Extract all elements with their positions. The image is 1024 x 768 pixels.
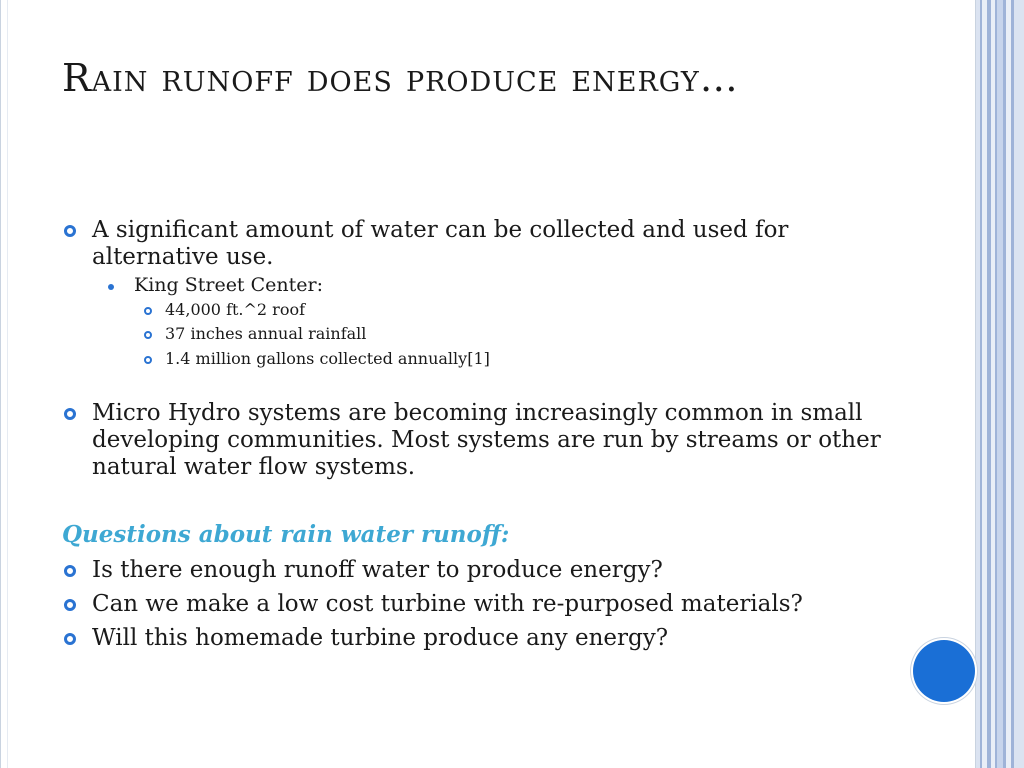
- ring-bullet-icon: [144, 356, 152, 364]
- questions-heading: Questions about rain water runoff:: [62, 521, 510, 548]
- side-stripe: [1014, 0, 1024, 768]
- ring-bullet-icon: [64, 225, 76, 237]
- sub-sub-bullet-text: 37 inches annual rainfall: [165, 324, 367, 343]
- sub-sub-bullet-text: 44,000 ft.^2 roof: [165, 300, 306, 319]
- slide-title: Rain runoff does produce energy…: [62, 56, 739, 100]
- ring-bullet-icon: [64, 599, 76, 611]
- slide-inner-border: [7, 0, 972, 768]
- ring-bullet-icon: [144, 307, 152, 315]
- ring-bullet-icon: [64, 633, 76, 645]
- dot-bullet-icon: [108, 284, 114, 290]
- question-item: Can we make a low cost turbine with re-purposed materials?: [92, 591, 803, 617]
- question-item: Will this homemade turbine produce any energy?: [92, 625, 669, 651]
- ring-bullet-icon: [144, 331, 152, 339]
- question-item: Is there enough runoff water to produce energy?: [92, 557, 663, 583]
- sub-sub-bullet-text: 1.4 million gallons collected annually[1]: [165, 349, 490, 368]
- bullet-text: A significant amount of water can be collected and used for alternative use.: [92, 217, 789, 270]
- sub-bullet-text: King Street Center:: [134, 274, 323, 296]
- bullet-text: Micro Hydro systems are becoming increasingly common in small developing communities. Most systems are run by streams or other natural water flow systems.: [92, 400, 881, 480]
- decorative-circle: [913, 640, 975, 702]
- ring-bullet-icon: [64, 408, 76, 420]
- ring-bullet-icon: [64, 565, 76, 577]
